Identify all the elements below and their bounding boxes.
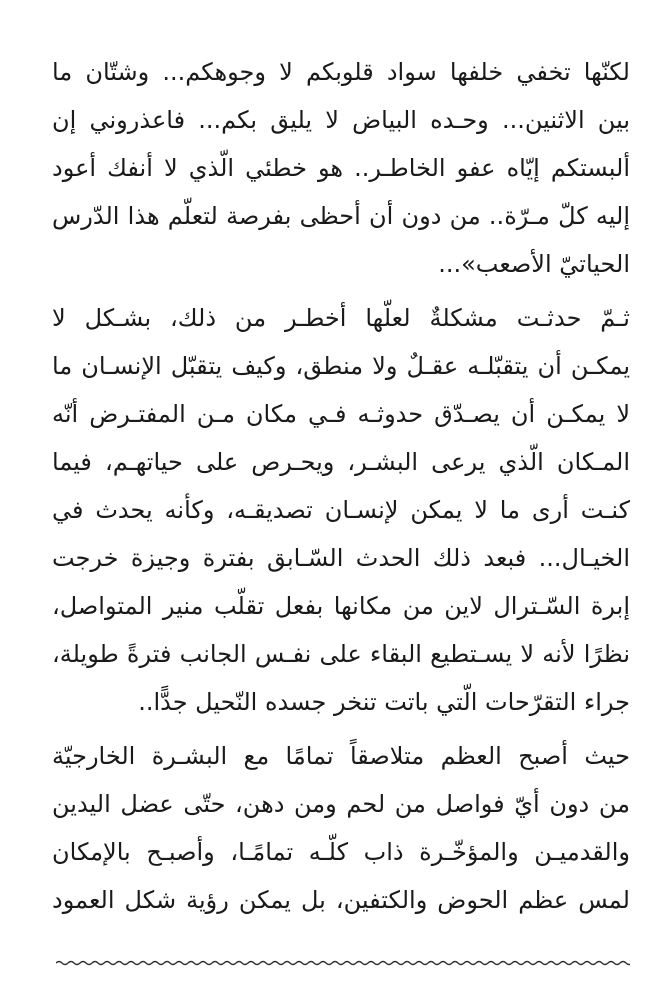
text-line: لكنّها تخفي خلفها سواد قلوبكم لا وجوهكم... وشتّان ما [52, 58, 630, 86]
text-line: بين الاثنين... وحـده البياض لا يليق بكم... فاعذروني إن [52, 106, 630, 134]
text-line: حيث أصبح العظم متلاصقاً تمامًا مع البشـرة الخارجيّة [52, 742, 630, 770]
text-line: والقدميـن والمؤخّـرة ذاب كلّـه تمامًـا، وأصبـح بالإمكان [52, 838, 630, 866]
text-line: الحياتيّ الأصعب»... [438, 250, 630, 278]
text-line: كنـت أرى ما لا يمكن لإنسـان تصديقـه، وكأنه يحدث في [52, 496, 630, 524]
text-line: لمس عظم الحوض والكتفين، بل يمكن رؤية شكل العمود [52, 886, 630, 914]
text-line: إليه كلّ مـرّة.. من دون أن أحظى بفرصة لتعلّم هذا الدّرس [52, 202, 630, 230]
text-line: نظرًا لأنه لا يسـتطيع البقاء على نفـس الجانب فترةً طويلة، [52, 640, 630, 668]
paragraph-3 [52, 732, 630, 924]
paragraph-2 [52, 294, 630, 726]
text-line: ثـمّ حدثـت مشكلةٌ لعلّها أخطـر من ذلك، بشـكل لا [52, 304, 630, 332]
text-line: المـكان الّذي يرعى البشـر، ويحـرص على حياتهـم، فيما [52, 448, 630, 476]
decorative-wavy-rule [56, 956, 630, 970]
text-line: الخيـال... فبعد ذلك الحدث السّـابق بفترة وجيزة خرجت [52, 544, 630, 572]
text-line: يمكـن أن يتقبّلـه عقـلٌ ولا منطق، وكيف يتقبّل الإنسـان ما [52, 352, 630, 380]
wavy-line [56, 962, 630, 965]
text-line: إبرة السّـترال لاين من مكانها بفعل تقلّب منير المتواصل، [52, 592, 630, 620]
text-line: جراء التقرّحات الّتي باتت تنخر جسده النّحيل جدًّا.. [138, 688, 630, 716]
text-line: ألبستكم إيّاه عفو الخاطـر.. هو خطئي الّذي لا أنفك أعود [52, 154, 630, 182]
text-line: من دون أيّ فواصل من لحم ومن دهن، حتّى عضل اليدين [52, 790, 630, 818]
paragraph-1 [52, 48, 630, 288]
text-line: لا يمكـن أن يصـدّق حدوثـه فـي مكان مـن المفتـرض أنّه [52, 400, 630, 428]
page-text-block [52, 48, 630, 924]
